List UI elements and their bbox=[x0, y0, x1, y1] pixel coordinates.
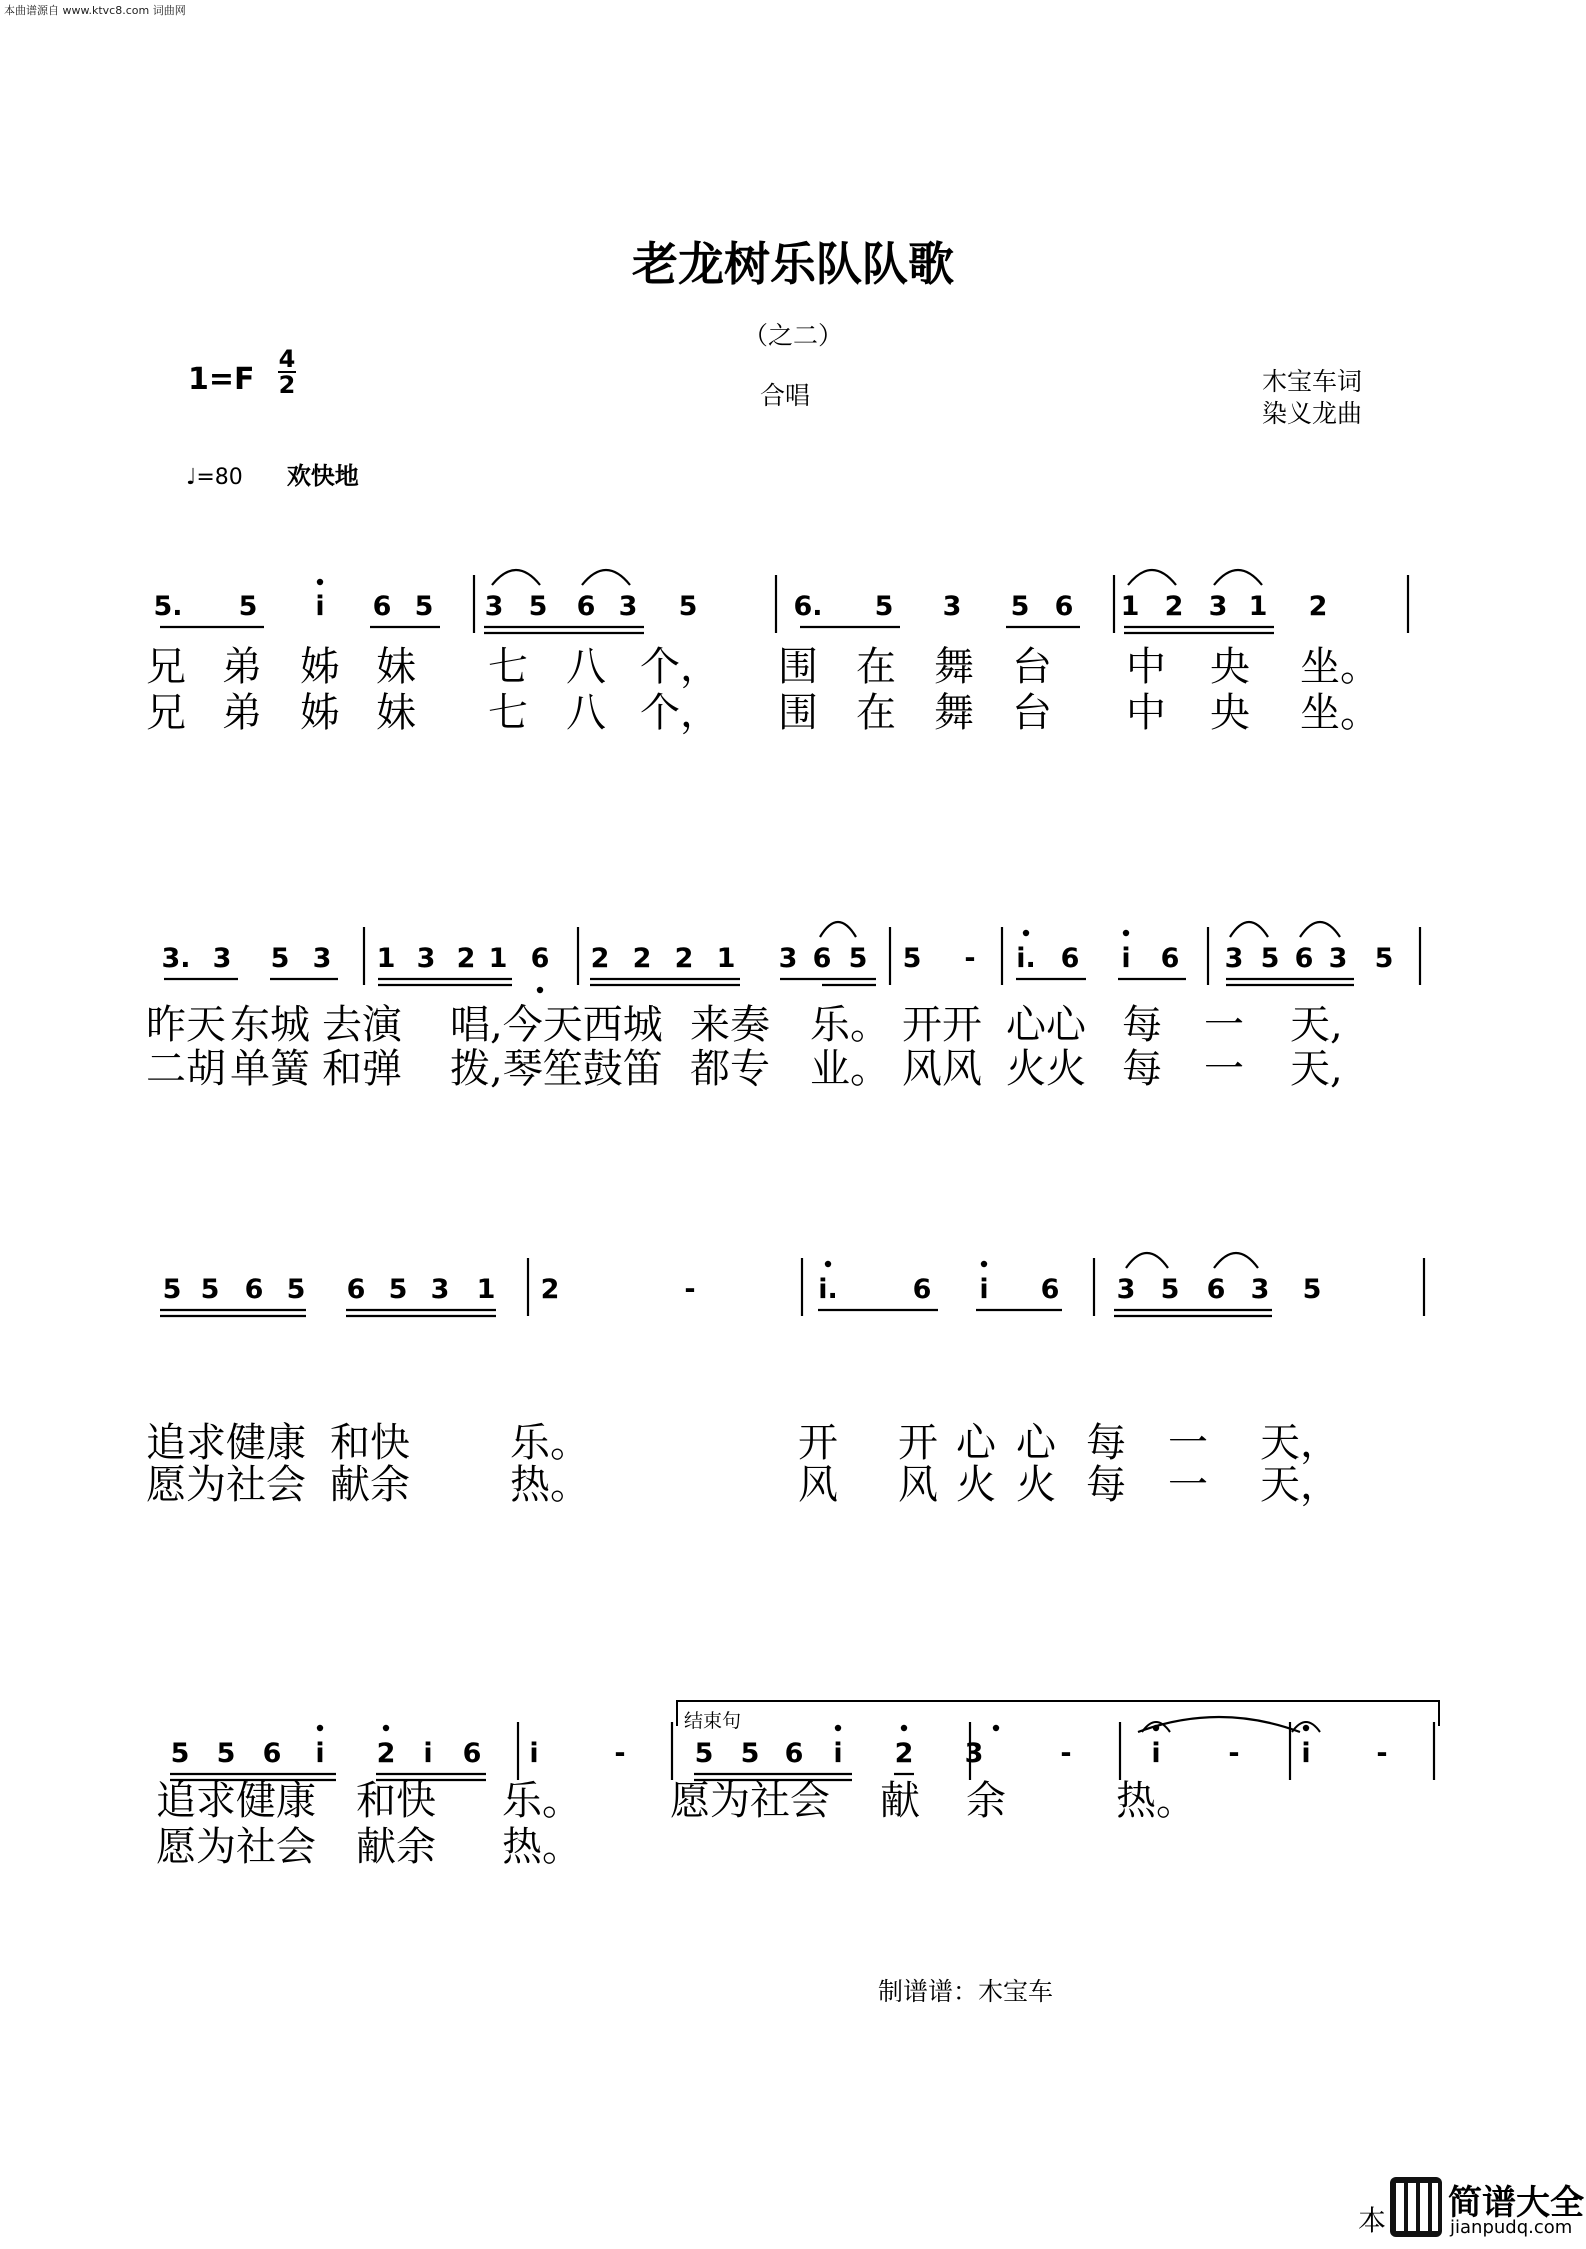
note: 3 bbox=[430, 1274, 450, 1305]
note: 5 bbox=[1010, 591, 1030, 622]
lyric-word: 中 bbox=[1126, 690, 1166, 736]
note: i bbox=[315, 591, 325, 622]
note: - bbox=[614, 1738, 626, 1769]
lyric-word: 开开 bbox=[902, 1002, 982, 1048]
octave-dot-above bbox=[825, 1261, 831, 1267]
note: 6 bbox=[1040, 1274, 1060, 1305]
lyric-word: 去演 bbox=[322, 1002, 402, 1048]
source-note: 本曲谱源自 www.ktvc8.com 词曲网 bbox=[4, 4, 186, 17]
lyric-word: 开 bbox=[898, 1420, 938, 1466]
slur bbox=[1214, 1253, 1258, 1268]
lyric-word: 每 bbox=[1122, 1002, 1162, 1048]
note: i bbox=[1301, 1738, 1311, 1769]
lyric-word: 追求健康 bbox=[146, 1420, 306, 1466]
note: 3 bbox=[618, 591, 638, 622]
note: 2 bbox=[632, 943, 652, 974]
lyric-word: 七 bbox=[488, 690, 528, 736]
note: 5 bbox=[170, 1738, 190, 1769]
lyric-word: 唱,今天西城 bbox=[450, 1002, 663, 1048]
lyric-word: 中 bbox=[1126, 644, 1166, 690]
octave-dot-above bbox=[1123, 930, 1129, 936]
note: 6 bbox=[530, 943, 550, 974]
note: 5 bbox=[694, 1738, 714, 1769]
note: 1 bbox=[476, 1274, 496, 1305]
lyric-word: 风 bbox=[898, 1462, 938, 1508]
lyric-word: 余 bbox=[966, 1778, 1006, 1824]
lyric-word: 愿为社会 bbox=[146, 1462, 306, 1508]
note: i bbox=[979, 1274, 989, 1305]
note: 6 bbox=[1160, 943, 1180, 974]
time-sig-top: 4 bbox=[278, 345, 296, 373]
note: 3 bbox=[484, 591, 504, 622]
octave-dot-above bbox=[1023, 930, 1029, 936]
lyric-word: 坐。 bbox=[1300, 690, 1380, 736]
lyric-word: 献 bbox=[880, 1778, 920, 1824]
site-logo bbox=[1356, 2171, 1586, 2245]
expression-marking: 欢快地 bbox=[286, 462, 359, 490]
note: 6 bbox=[262, 1738, 282, 1769]
lyric-word: 台 bbox=[1012, 690, 1052, 736]
note: 5 bbox=[528, 591, 548, 622]
lyric-word: 昨天 bbox=[146, 1002, 226, 1048]
slur bbox=[1214, 570, 1262, 585]
note: 2 bbox=[674, 943, 694, 974]
note: - bbox=[684, 1274, 696, 1305]
key-signature: 1=F bbox=[188, 362, 255, 397]
note: 5 bbox=[388, 1274, 408, 1305]
slur bbox=[1128, 570, 1176, 585]
note: 6 bbox=[1206, 1274, 1226, 1305]
note: 6 bbox=[812, 943, 832, 974]
note: 2 bbox=[376, 1738, 396, 1769]
lyric-word: 愿为社会 bbox=[156, 1824, 316, 1870]
note: 6 bbox=[784, 1738, 804, 1769]
note: i bbox=[423, 1738, 433, 1769]
note: 5 bbox=[1374, 943, 1394, 974]
lyric-word: 每 bbox=[1122, 1046, 1162, 1092]
note: 5 bbox=[238, 591, 258, 622]
note: 5 bbox=[740, 1738, 760, 1769]
lyric-word: 天， bbox=[1260, 1420, 1340, 1466]
note: 5 bbox=[286, 1274, 306, 1305]
note: i bbox=[529, 1738, 539, 1769]
lyric-word: 围 bbox=[778, 644, 818, 690]
note: - bbox=[1228, 1738, 1240, 1769]
lyric-word: 心心 bbox=[1006, 1002, 1086, 1048]
lyric-word: 乐。 bbox=[810, 1002, 890, 1048]
note: 3 bbox=[1250, 1274, 1270, 1305]
note: 1 bbox=[1120, 591, 1140, 622]
slur bbox=[492, 570, 540, 585]
lyric-word: 拨,琴笙鼓笛 bbox=[450, 1046, 663, 1092]
lyric-word: 妹 bbox=[376, 690, 416, 736]
lyric-word: 火 bbox=[1016, 1462, 1056, 1508]
note: 5 bbox=[902, 943, 922, 974]
lyric-word: 火火 bbox=[1006, 1046, 1086, 1092]
lyric-word: 舞 bbox=[934, 644, 974, 690]
note: 1 bbox=[376, 943, 396, 974]
lyric-word: 弟 bbox=[222, 644, 262, 690]
slur bbox=[1126, 1253, 1168, 1268]
note: 5 bbox=[1160, 1274, 1180, 1305]
lyric-word: 姊 bbox=[300, 644, 340, 690]
note: 2 bbox=[894, 1738, 914, 1769]
note: 3. bbox=[161, 943, 191, 974]
lyric-word: 八 bbox=[566, 690, 606, 736]
lyric-word: 心 bbox=[956, 1420, 996, 1466]
lyric-word: 单簧 bbox=[230, 1046, 310, 1092]
lyric-word: 火 bbox=[956, 1462, 996, 1508]
lyric-word: 热。 bbox=[502, 1824, 582, 1870]
note: 6 bbox=[912, 1274, 932, 1305]
note: 2 bbox=[1308, 591, 1328, 622]
octave-dot-above bbox=[383, 1725, 389, 1731]
logo-title: 简谱大全 bbox=[1448, 2183, 1584, 2223]
lyric-word: 和快 bbox=[330, 1420, 410, 1466]
lyric-word: 来奏 bbox=[690, 1002, 770, 1048]
note: 5 bbox=[848, 943, 868, 974]
lyric-word: 一 bbox=[1204, 1046, 1244, 1092]
lyric-word: 弟 bbox=[222, 690, 262, 736]
note: 5 bbox=[678, 591, 698, 622]
note: 6 bbox=[462, 1738, 482, 1769]
lyric-word: 每 bbox=[1086, 1420, 1126, 1466]
lyric-word: 东城 bbox=[230, 1002, 310, 1048]
lyric-word: 兄 bbox=[146, 644, 186, 690]
lyric-word: 七 bbox=[488, 644, 528, 690]
note: 3 bbox=[312, 943, 332, 974]
song-subtitle: （之二） bbox=[742, 321, 843, 350]
note: 3 bbox=[942, 591, 962, 622]
note: 3 bbox=[416, 943, 436, 974]
note: 1 bbox=[488, 943, 508, 974]
time-sig-bottom: 2 bbox=[278, 371, 296, 399]
lyric-word: 舞 bbox=[934, 690, 974, 736]
lyric-word: 热。 bbox=[1116, 1778, 1196, 1824]
lyric-word: 一 bbox=[1204, 1002, 1244, 1048]
lyric-word: 乐。 bbox=[502, 1778, 582, 1824]
note: 5 bbox=[200, 1274, 220, 1305]
note: 1 bbox=[1248, 591, 1268, 622]
lyric-word: 献余 bbox=[356, 1824, 436, 1870]
note: i bbox=[1121, 943, 1131, 974]
lyric-word: 愿为社会 bbox=[670, 1778, 830, 1824]
note: 2 bbox=[1164, 591, 1184, 622]
note: 6 bbox=[346, 1274, 366, 1305]
octave-dot-above bbox=[317, 579, 323, 585]
note: 6 bbox=[244, 1274, 264, 1305]
note: 3 bbox=[1328, 943, 1348, 974]
lyric-word: 追求健康 bbox=[156, 1778, 316, 1824]
lyric-word: 一 bbox=[1168, 1462, 1208, 1508]
note: i bbox=[833, 1738, 843, 1769]
lyric-word: 台 bbox=[1012, 644, 1052, 690]
octave-dot-above bbox=[317, 1725, 323, 1731]
note: 6. bbox=[793, 591, 823, 622]
note: 5. bbox=[153, 591, 183, 622]
note: 3 bbox=[1116, 1274, 1136, 1305]
lyric-word: 风风 bbox=[902, 1046, 982, 1092]
note: 3 bbox=[212, 943, 232, 974]
lyric-word: 天, bbox=[1290, 1002, 1343, 1048]
logo-partial-char: 本 bbox=[1358, 2204, 1387, 2237]
note: 3 bbox=[964, 1738, 984, 1769]
octave-dot-above bbox=[981, 1261, 987, 1267]
lyric-word: 一 bbox=[1168, 1420, 1208, 1466]
octave-dot-below bbox=[537, 987, 543, 993]
lyric-word: 妹 bbox=[376, 644, 416, 690]
lyric-word: 央 bbox=[1210, 690, 1250, 736]
performance-type: 合唱 bbox=[760, 381, 811, 410]
lyric-word: 兄 bbox=[146, 690, 186, 736]
slur bbox=[1230, 922, 1268, 937]
note: 5 bbox=[162, 1274, 182, 1305]
lyric-word: 天, bbox=[1290, 1046, 1343, 1092]
note: 5 bbox=[1260, 943, 1280, 974]
lyric-word: 个， bbox=[640, 644, 720, 690]
lyric-word: 央 bbox=[1210, 644, 1250, 690]
note: - bbox=[1376, 1738, 1388, 1769]
lyric-word: 和快 bbox=[356, 1778, 436, 1824]
note: 6 bbox=[1294, 943, 1314, 974]
lyric-word: 在 bbox=[856, 644, 896, 690]
lyric-word: 姊 bbox=[300, 690, 340, 736]
lyric-word: 开 bbox=[798, 1420, 838, 1466]
lyric-word: 热。 bbox=[510, 1462, 590, 1508]
note: 2 bbox=[456, 943, 476, 974]
composer: 染义龙曲 bbox=[1262, 399, 1363, 428]
note: 5 bbox=[874, 591, 894, 622]
ending-label: 结束句 bbox=[684, 1710, 742, 1732]
note: 6 bbox=[1054, 591, 1074, 622]
note: i. bbox=[818, 1274, 838, 1305]
note: 5 bbox=[414, 591, 434, 622]
note: 3 bbox=[778, 943, 798, 974]
note: 2 bbox=[540, 1274, 560, 1305]
note: i. bbox=[1016, 943, 1036, 974]
note: 1 bbox=[716, 943, 736, 974]
note: 6 bbox=[576, 591, 596, 622]
slur bbox=[582, 570, 630, 585]
lyric-word: 坐。 bbox=[1300, 644, 1380, 690]
note: 6 bbox=[372, 591, 392, 622]
note: - bbox=[1060, 1738, 1072, 1769]
lyric-word: 个， bbox=[640, 690, 720, 736]
note: 2 bbox=[590, 943, 610, 974]
lyric-word: 和弹 bbox=[322, 1046, 402, 1092]
lyric-word: 围 bbox=[778, 690, 818, 736]
lyric-word: 在 bbox=[856, 690, 896, 736]
lyric-word: 业。 bbox=[810, 1046, 890, 1092]
tempo-value: ♩=80 bbox=[186, 465, 243, 490]
note: 3 bbox=[1224, 943, 1244, 974]
slur bbox=[1300, 922, 1340, 937]
note: 6 bbox=[1060, 943, 1080, 974]
lyric-word: 每 bbox=[1086, 1462, 1126, 1508]
lyric-word: 二胡 bbox=[146, 1046, 226, 1092]
note: 5 bbox=[1302, 1274, 1322, 1305]
lyric-word: 天， bbox=[1260, 1462, 1340, 1508]
lyric-word: 风 bbox=[798, 1462, 838, 1508]
slur bbox=[820, 922, 856, 937]
song-title: 老龙树乐队队歌 bbox=[632, 237, 954, 291]
lyric-word: 八 bbox=[566, 644, 606, 690]
lyric-word: 乐。 bbox=[510, 1420, 590, 1466]
lyric-word: 献余 bbox=[330, 1462, 410, 1508]
ending-bracket bbox=[676, 1700, 1440, 1726]
note: - bbox=[964, 943, 976, 974]
lyricist: 木宝车词 bbox=[1262, 367, 1363, 396]
lyric-word: 都专 bbox=[690, 1046, 770, 1092]
score-maker: 制谱谱：木宝车 bbox=[878, 1977, 1054, 2006]
note: i bbox=[315, 1738, 325, 1769]
logo-url: jianpudq.com bbox=[1450, 2217, 1573, 2238]
note: i bbox=[1151, 1738, 1161, 1769]
note: 5 bbox=[216, 1738, 236, 1769]
lyric-word: 心 bbox=[1016, 1420, 1056, 1466]
note: 5 bbox=[270, 943, 290, 974]
note: 3 bbox=[1208, 591, 1228, 622]
